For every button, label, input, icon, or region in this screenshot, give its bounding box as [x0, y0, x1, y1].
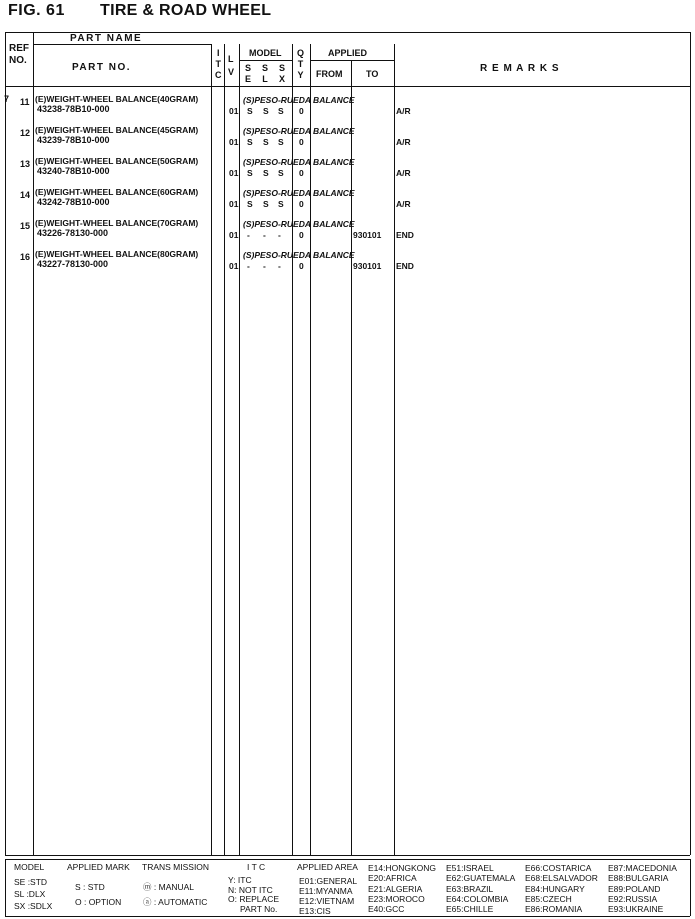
row-remarks: A/R [396, 106, 411, 116]
row-spanish-name: (S)PESO-RUEDA BALANCE [243, 250, 355, 260]
row-lv: 01 [229, 137, 239, 147]
row-model-sl: - [263, 261, 266, 271]
row-model-sl: S [263, 106, 269, 116]
row-model-se: S [247, 199, 253, 209]
row-model-se: - [247, 261, 250, 271]
legend-transmission: ⓜ : MANUAL ⓐ : AUTOMATIC [143, 882, 208, 907]
figure-label: FIG. 61 [8, 2, 65, 19]
row-model-se: S [247, 168, 253, 178]
page-title: TIRE & ROAD WHEEL [100, 2, 272, 19]
legend-area-header: APPLIED AREA [297, 862, 358, 872]
row-spanish-name: (S)PESO-RUEDA BALANCE [243, 126, 355, 136]
row-model-sx: - [278, 261, 281, 271]
row-remarks: A/R [396, 168, 411, 178]
part-name-header: PART NAME [70, 33, 143, 44]
from-header: FROM [316, 69, 343, 79]
itc-header: I T C [215, 48, 222, 80]
row-qty: 0 [299, 261, 304, 271]
row-ref-no: 12 [20, 128, 31, 138]
legend-models: SE :STD SL :DLX SX :SDLX [14, 877, 53, 911]
row-lv: 01 [229, 199, 239, 209]
model-se-header: S E [245, 63, 252, 84]
row-ref-no: 13 [20, 159, 31, 169]
row-spanish-name: (S)PESO-RUEDA BALANCE [243, 95, 355, 105]
legend-areas-col2: E14:HONGKONG E20:AFRICA E21:ALGERIA E23:MOROCO E40:GCC [368, 863, 437, 915]
row-part-no: 43239-78B10-000 [37, 135, 110, 145]
row-ref-no: 15 [20, 221, 31, 231]
row-remarks: END [396, 230, 414, 240]
row-part-name: (E)WEIGHT-WHEEL BALANCE(40GRAM) [35, 94, 199, 104]
row-lv: 01 [229, 261, 239, 271]
legend-itc-header: I T C [247, 862, 266, 872]
row-fig: 7 [4, 94, 10, 104]
row-part-no: 43227-78130-000 [37, 259, 109, 269]
model-sl-header: S L [262, 63, 269, 84]
row-qty: 0 [299, 199, 304, 209]
row-lv: 01 [229, 106, 239, 116]
row-lv: 01 [229, 168, 239, 178]
row-part-no: 43242-78B10-000 [37, 197, 110, 207]
row-part-no: 43238-78B10-000 [37, 104, 110, 114]
legend-areas-col5: E87:MACEDONIA E88:BULGARIA E89:POLAND E92:RUSSIA E93:UKRAINE [608, 863, 677, 915]
qty-header: Q T Y [297, 48, 305, 80]
row-model-se: - [247, 230, 250, 240]
row-part-name: (E)WEIGHT-WHEEL BALANCE(80GRAM) [35, 249, 199, 259]
legend-trans-header: TRANS MISSION [142, 862, 210, 872]
row-lv: 01 [229, 230, 239, 240]
row-model-se: S [247, 137, 253, 147]
row-part-name: (E)WEIGHT-WHEEL BALANCE(70GRAM) [35, 218, 199, 228]
row-part-name: (E)WEIGHT-WHEEL BALANCE(45GRAM) [35, 125, 199, 135]
model-header: MODEL [249, 48, 282, 58]
row-qty: 0 [299, 168, 304, 178]
legend-applied-mark-header: APPLIED MARK [67, 862, 130, 872]
row-qty: 0 [299, 137, 304, 147]
row-spanish-name: (S)PESO-RUEDA BALANCE [243, 188, 355, 198]
ref-no-header: REF NO. [9, 43, 29, 66]
legend-itc: Y: ITC N: NOT ITC O: REPLACE PART No. [228, 875, 280, 914]
row-model-sl: S [263, 137, 269, 147]
automatic-icon: ⓐ [143, 897, 152, 907]
row-model-sx: S [278, 168, 284, 178]
row-ref-no: 11 [20, 97, 30, 107]
row-part-name: (E)WEIGHT-WHEEL BALANCE(60GRAM) [35, 187, 199, 197]
legend-areas-col3: E51:ISRAEL E62:GUATEMALA E63:BRAZIL E64:COLOMBIA E65:CHILLE [446, 863, 516, 915]
row-remarks: A/R [396, 137, 411, 147]
row-qty: 0 [299, 106, 304, 116]
row-part-name: (E)WEIGHT-WHEEL BALANCE(50GRAM) [35, 156, 199, 166]
row-applied-to: 930101 [353, 230, 382, 240]
manual-icon: ⓜ [143, 882, 152, 892]
part-no-header: PART NO. [72, 62, 132, 73]
row-model-sx: S [278, 137, 284, 147]
row-model-sx: S [278, 199, 284, 209]
row-spanish-name: (S)PESO-RUEDA BALANCE [243, 219, 355, 229]
row-model-se: S [247, 106, 253, 116]
row-model-sl: S [263, 199, 269, 209]
model-sx-header: S X [279, 63, 286, 84]
row-model-sx: S [278, 106, 284, 116]
row-model-sl: S [263, 168, 269, 178]
lv-header: L V [228, 54, 235, 77]
to-header: TO [366, 69, 379, 79]
row-qty: 0 [299, 230, 304, 240]
legend-model-header: MODEL [14, 862, 45, 872]
applied-header: APPLIED [328, 48, 368, 58]
row-spanish-name: (S)PESO-RUEDA BALANCE [243, 157, 355, 167]
remarks-header: R E M A R K S [480, 63, 560, 74]
row-ref-no: 14 [20, 190, 31, 200]
legend-areas-col4: E66:COSTARICA E68:ELSALVADOR E84:HUNGARY E85:CZECH E86:ROMANIA [525, 863, 598, 915]
row-ref-no: 16 [20, 252, 31, 262]
row-model-sx: - [278, 230, 281, 240]
row-part-no: 43226-78130-000 [37, 228, 109, 238]
row-remarks: A/R [396, 199, 411, 209]
legend-marks: S : STD O : OPTION [75, 882, 122, 907]
row-part-no: 43240-78B10-000 [37, 166, 110, 176]
row-applied-to: 930101 [353, 261, 382, 271]
legend-areas-col1: E01:GENERAL E11:MYANMA E12:VIETNAM E13:CIS [299, 876, 358, 916]
row-model-sl: - [263, 230, 266, 240]
row-remarks: END [396, 261, 414, 271]
